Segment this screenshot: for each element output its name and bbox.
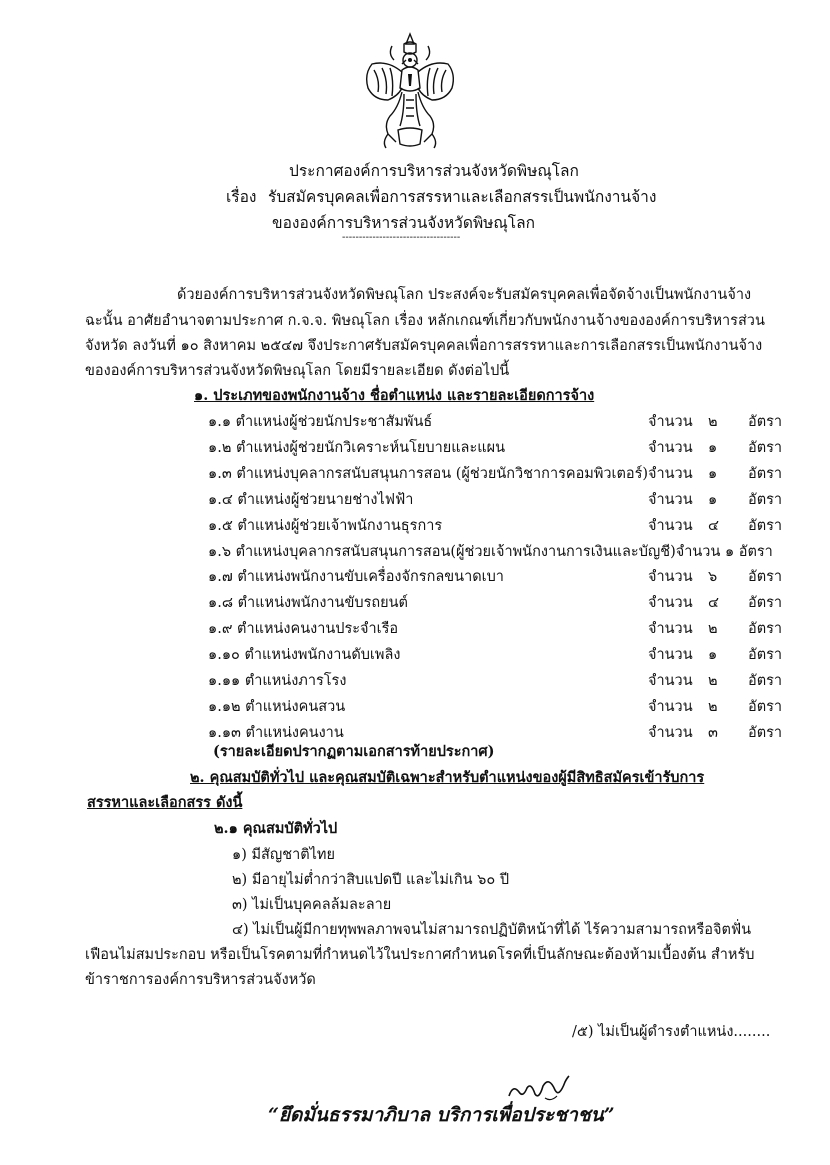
header-divider: ----------------------------------- (342, 232, 461, 243)
intro-line-1: ด้วยองค์การบริหารส่วนจังหวัดพิษณุโลก ประสงค์จะรับสมัครบุคคลเพื่อจัดจ้างเป็นพนักงานจ้าง (177, 287, 752, 303)
section2-subheading: ๒.๑ คุณสมบัติทั่วไป (214, 820, 338, 837)
count-label: จำนวน (648, 518, 693, 534)
count-unit: อัตรา (748, 673, 783, 689)
count-value: ๖ (708, 569, 718, 585)
intro-line-3: จังหวัด ลงวันที่ ๑๐ สิงหาคม ๒๕๔๗ จึงประกาศรับสมัครบุคคลเพื่อการสรรหาและการเลือกสรรเป็นพนักงานจ้าง (85, 338, 763, 354)
qualification-item: ๒) มีอายุไม่ต่ำกว่าสิบแปดปี และไม่เกิน ๖๐ ปี (232, 872, 510, 888)
position-count (648, 617, 782, 640)
qualification-item-4-line-3: ข้าราชการองค์การบริหารส่วนจังหวัด (85, 972, 316, 988)
count-label: จำนวน (648, 569, 693, 585)
count-unit: อัตรา (748, 621, 783, 637)
position-count (648, 643, 782, 666)
count-unit: อัตรา (748, 595, 783, 611)
position-count (648, 669, 782, 692)
qualification-item-4-line-1: ๔) ไม่เป็นผู้มีกายทุพพลภาพจนไม่สามารถปฏิบัติหน้าที่ได้ ไร้ความสามารถหรือจิตฟั่น (232, 922, 752, 938)
intro-line-4: ขององค์การบริหารส่วนจังหวัดพิษณุโลก โดยมีรายละเอียด ดังต่อไปนี้ (85, 363, 510, 379)
count-label: จำนวน (648, 492, 693, 508)
subject-line-1: รับสมัครบุคคลเพื่อการสรรหาและเลือกสรรเป็นพนักงานจ้าง (268, 188, 657, 206)
count-label: จำนวน (648, 414, 693, 430)
count-value: ๒ (708, 673, 718, 689)
qualification-item-4-line-2: เฟือนไม่สมประกอบ หรือเป็นโรคตามที่กำหนดไว้ในประกาศกำหนดโรคที่เป็นลักษณะต้องห้ามเบื้องต้น สำหรับ (85, 947, 755, 963)
count-value: ๒ (708, 699, 718, 715)
count-label: จำนวน (648, 440, 693, 456)
count-value: ๓ (708, 725, 718, 741)
count-label: จำนวน (648, 699, 693, 715)
position-label: ๑.๙ ตำแหน่งคนงานประจำเรือ (208, 621, 399, 637)
position-count (648, 462, 782, 485)
position-count (648, 514, 782, 537)
section2-heading-line-2: สรรหาและเลือกสรร ดังนี้ (87, 794, 243, 811)
count-unit: อัตรา (748, 699, 783, 715)
position-count (648, 565, 782, 588)
count-label: จำนวน (648, 647, 693, 663)
qualification-item: ๑) มีสัญชาติไทย (232, 847, 335, 863)
position-count (648, 488, 782, 511)
count-value: ๑ (708, 492, 718, 508)
count-label: จำนวน (648, 725, 693, 741)
count-label: จำนวน (648, 595, 693, 611)
count-unit: อัตรา (748, 466, 783, 482)
position-label: ๑.๖ ตำแหน่งบุคลากรสนับสนุนการสอน(ผู้ช่วยเจ้าพนักงานการเงินและบัญชี)จำนวน ๑ อัตรา (208, 544, 773, 560)
position-label: ๑.๑๑ ตำแหน่งภารโรง (208, 673, 347, 689)
count-value: ๒ (708, 621, 718, 637)
count-value: ๒ (708, 414, 718, 430)
section1-note: (รายละเอียดปรากฏตามเอกสารท้ายประกาศ) (213, 743, 495, 760)
subject-label: เรื่อง (226, 188, 257, 206)
motto: “ยึดมั่นธรรมาภิบาล บริการเพื่อประชาชน” (268, 1104, 615, 1126)
position-count (648, 410, 782, 433)
count-value: ๑ (708, 647, 718, 663)
position-label: ๑.๑๓ ตำแหน่งคนงาน (208, 725, 344, 741)
position-count (648, 695, 782, 718)
continuation-text: /๕) ไม่เป็นผู้ดำรงตำแหน่ง........ (572, 1024, 771, 1040)
position-count (648, 436, 782, 459)
count-unit: อัตรา (748, 647, 783, 663)
position-count (648, 721, 782, 744)
count-value: ๔ (708, 518, 719, 534)
position-label: ๑.๔ ตำแหน่งผู้ช่วยนายช่างไฟฟ้า (208, 492, 414, 508)
position-label: ๑.๘ ตำแหน่งพนักงานขับรถยนต์ (208, 595, 408, 611)
position-label: ๑.๓ ตำแหน่งบุคลากรสนับสนุนการสอน (ผู้ช่วยนักวิชาการคอมพิวเตอร์) (208, 466, 649, 482)
position-label: ๑.๒ ตำแหน่งผู้ช่วยนักวิเคราะห์นโยบายและแผน (208, 440, 505, 456)
count-unit: อัตรา (748, 414, 783, 430)
count-unit: อัตรา (748, 440, 783, 456)
count-unit: อัตรา (748, 518, 783, 534)
position-label: ๑.๗ ตำแหน่งพนักงานขับเครื่องจักรกลขนาดเบา (208, 569, 504, 585)
count-value: ๑ (708, 466, 718, 482)
section1-heading: ๑. ประเภทของพนักงานจ้าง ชื่อตำแหน่ง และรายละเอียดการจ้าง (194, 387, 595, 404)
announcement-title: ประกาศองค์การบริหารส่วนจังหวัดพิษณุโลก (289, 162, 579, 180)
count-unit: อัตรา (748, 492, 783, 508)
count-label: จำนวน (648, 621, 693, 637)
intro-line-2: ฉะนั้น อาศัยอำนาจตามประกาศ ก.จ.จ. พิษณุโลก เรื่อง หลักเกณฑ์เกี่ยวกับพนักงานจ้างขององค์การบริหารส่วน (85, 313, 765, 329)
count-value: ๑ (708, 440, 718, 456)
section2-heading-line-1: ๒. คุณสมบัติทั่วไป และคุณสมบัติเฉพาะสำหรับตำแหน่งของผู้มีสิทธิสมัครเข้ารับการ (190, 769, 705, 786)
position-label: ๑.๑๐ ตำแหน่งพนักงานดับเพลิง (208, 647, 401, 663)
count-label: จำนวน (648, 466, 693, 482)
position-label: ๑.๕ ตำแหน่งผู้ช่วยเจ้าพนักงานธุรการ (208, 518, 443, 534)
garuda-emblem-icon (358, 30, 462, 152)
qualification-item: ๓) ไม่เป็นบุคคลล้มละลาย (232, 897, 392, 913)
count-label: จำนวน (648, 673, 693, 689)
position-label: ๑.๑๒ ตำแหน่งคนสวน (208, 699, 346, 715)
count-unit: อัตรา (748, 569, 783, 585)
count-value: ๔ (708, 595, 719, 611)
count-unit: อัตรา (748, 725, 783, 741)
position-label: ๑.๑ ตำแหน่งผู้ช่วยนักประชาสัมพันธ์ (208, 414, 433, 430)
subject-line-2: ขององค์การบริหารส่วนจังหวัดพิษณุโลก (272, 214, 535, 232)
position-count (648, 591, 782, 614)
